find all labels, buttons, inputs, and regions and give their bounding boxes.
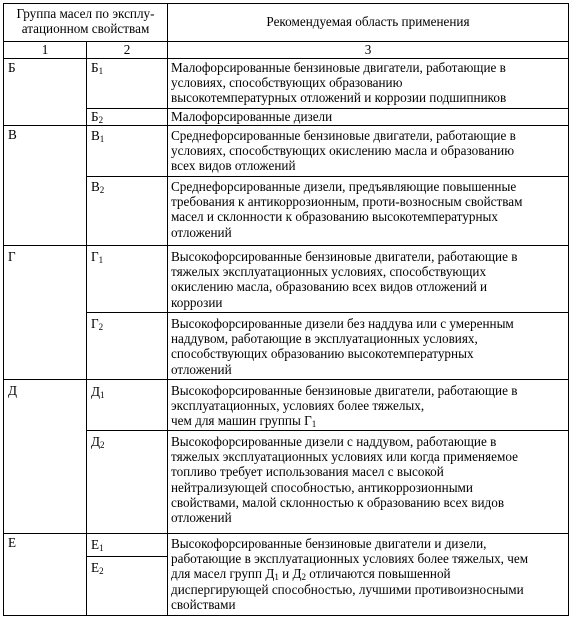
column-number-1: 1 [41, 42, 49, 57]
usage-d2: Высокофорсированные дизели с наддувом, работающие в тяжелых эксплуатационных условиях или когда применяемое топливо требует использования масел с высокой нейтрализующей способностью, антикоррозионными свойствами, малой склонностью к образованию всех видов отложений [171, 434, 518, 526]
subgroup-e2: $Е_2$ [91, 560, 104, 576]
subgroup-v1: $В_1$ [91, 128, 105, 144]
subgroup-d1: $Д_1$ [91, 384, 105, 400]
oil-groups-grid [3, 3, 569, 616]
usage-v2: Среднефорсированные дизели, предъявляющие повышенные требования к антикоррозионным, проти-возносным свойствам масел и склонности к образованию высокотемпературных отложений [171, 179, 523, 240]
usage-g1: Высокофорсированные бензиновые двигатели, работающие в тяжелых эксплуатационных условиях, способствующих окислению масла, образованию всех видов отложений и коррозии [171, 249, 518, 310]
subgroup-v2: $В_2$ [91, 179, 105, 195]
subgroup-b2: $Б_2$ [91, 109, 104, 125]
subgroup-g1: $Г_1$ [91, 249, 104, 265]
usage-g2: Высокофорсированные дизели без наддува или с умеренным наддувом, работающие в эксплуатационных условиях, способствующих образованию высокотемпературных отложений [171, 316, 514, 377]
subgroup-d2: $Д_2$ [91, 434, 105, 450]
usage-d1: Высокофорсированные бензиновые двигатели, работающие в эксплуатационных, условиях более тяжелых, чем для машин группы $Г_1$ [171, 383, 518, 429]
header-usage-cell [168, 14, 568, 34]
usage-b1: Малофорсированные бензиновые двигатели, работающие в условиях, способствующих образованию высокотемпературных отложений и коррозии подшипников [171, 60, 507, 106]
group-label-v: В [8, 127, 17, 142]
subgroup-g2: $Г_2$ [91, 316, 104, 332]
column-number-3: 3 [364, 42, 372, 57]
column-number-2: 2 [123, 42, 131, 57]
header-group-line1: Группа масел по эксплу- [16, 6, 155, 21]
header-usage-label: Рекомендуемая область применения [266, 14, 470, 29]
subgroup-e1: $Е_1$ [91, 537, 104, 553]
subgroup-b1: $Б_1$ [91, 60, 104, 76]
usage-b2: Малофорсированные дизели [171, 109, 333, 124]
header-group-line2: атационном свойствам [21, 21, 150, 36]
usage-e: Высокофорсированные бензиновые двигатели и дизели, работающие в эксплуатационных условиях более тяжелых, чем для масел групп $Д_1$ и $Д_2$ отличаются повышенной диспергирующей способностью, лучшими противоизносными свойствами [171, 536, 529, 612]
header-group-cell [4, 6, 167, 41]
group-label-g: Г [8, 249, 16, 264]
usage-v1: Среднефорсированные бензиновые двигатели, работающие в условиях, способствующих окислению масла и образованию всех видов отложений [171, 128, 516, 174]
group-label-b: Б [8, 60, 16, 75]
group-label-d: Д [8, 383, 17, 398]
group-label-e: Е [8, 535, 17, 550]
